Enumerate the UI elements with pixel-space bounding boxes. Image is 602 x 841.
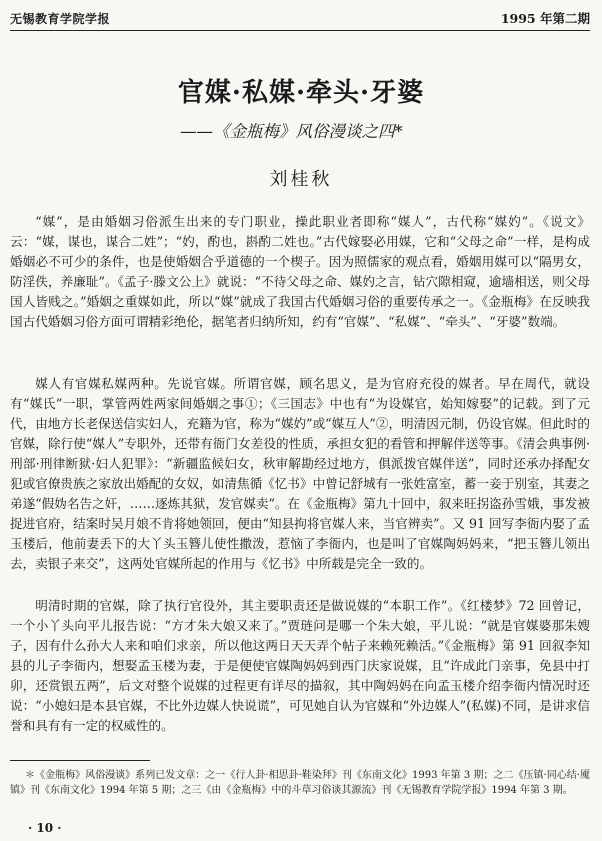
footnote-divider bbox=[10, 760, 150, 761]
article-title: 官媒·私媒·牵头·牙婆 bbox=[177, 78, 425, 108]
running-header bbox=[10, 4, 590, 31]
body-paragraph-3: 明清时期的官媒，除了执行官役外，其主要职责还是做说媒的“本职工作”。《红楼梦》72 回曾记，一个小丫头向平儿报告说：“方才朱大娘又来了。”贾琏问是哪一个朱大娘，平儿说：“就是官媒婆那朱嫂子，因有什么孙大人来和咱们求亲，所以他这两日天天弄个帖子来赖死赖活。”《金瓶梅》第 91 回叙李知县的儿子李衙内，想娶孟玉楼为妻，于是便使官媒陶妈妈到西门庆家说媒，且“许成此门亲事，免县中打卯，还赏银五两”，后文对整个说媒的过程更有详尽的描叙，其中陶妈妈在向孟玉楼介绍李衙内情况时还说：“小媳妇是本县官媒，不比外边媒人快说谎”，可见她自认为官媒和“外边媒人”(私媒)不同，是讲求信誉和具有有一定的权威性的。 bbox=[10, 598, 590, 733]
author-name: 刘桂秋 bbox=[269, 169, 333, 190]
page-number: · 10 · bbox=[28, 821, 62, 835]
journal-name: 无锡教育学院学报 bbox=[10, 12, 111, 26]
issue-label: 1995 年第二期 bbox=[500, 11, 590, 26]
body-paragraph-2: 媒人有官媒私媒两种。先说官媒。所谓官媒，顾名思义，是为官府充役的媒者。早在周代，就设有“媒氏”一职，掌管两姓两家间婚姻之事①；《三国志》中也有“为设媒官，始知嫁娶”的记载。到了元代，由地方长老保送信实妇人，充籍为官，称为“媒妁”或“媒互人”②，明清因元制，仍设官媒。但此时的官媒，除行使“媒人”专职外，还带有衙门女差役的性质，承担女犯的看管和押解伴送等事。《清会典事例·刑部·刑律断狱·妇人犯罪》：“新疆监候妇女，秋审解勘经过地方，俱派拨官媒伴送”，同时还承办择配女犯或官僚贵族之家放出婚配的女奴，如清焦循《忆书》中曾记舒城有一张姓富室，蓄一妾于别室，其妻之弟遂“假妫名告之奸，……逐炼其狱，发官媒卖”。在《金瓶梅》第九十回中，叙来旺拐盗孙雪娥，事发被捉进官府，结案时吴月娘不肯将她领回，便由“知县拘将官媒人来，当官辨卖”。又 91 回写李衙内娶了孟玉楼后，他前妻丢下的大丫头玉簪儿使性撒泼，惹恼了李衙内，也是叫了官媒陶妈妈来，“把玉簪儿领出去，卖银子来交”，这两处官媒所起的作用与《忆书》中所载是完全一致的。 bbox=[10, 376, 590, 571]
body-paragraph-1: “媒”，是由婚姻习俗派生出来的专门职业，操此职业者即称“媒人”，古代称“媒妁”。《说文》云：“媒，谋也，谋合二姓”；“妁，酌也，斟酌二姓也。”古代嫁娶必用媒，它和“父母之命”一样，是构成婚姻必不可少的条件，也是使婚姻合乎道德的一个楔子。因为照儒家的观点看，婚姻用媒可以“隔男女，防淫佚，养廉耻”。《孟子·滕文公上》就说：“不待父母之命、媒妁之言，钻穴隙相窥，逾墙相送，则父母国人皆贱之。”婚姻之重媒如此，所以“媒”就成了我国古代婚姻习俗的重要传承之一。《金瓶梅》在反映我国古代婚姻习俗方面可谓精彩绝伦，据笔者归纳所知，约有“官媒”、“私媒”、“牵头”、“牙婆”数端。 bbox=[10, 214, 590, 329]
footnote: ＊《金瓶梅》风俗漫谈》系列已发文章：之一《行人卦·相思卦·鞋染拜》刊《东南文化》1993 年第 3 期；之二《压镇·同心结·魇镇》刊《东南文化》1994 年第 5 期；之三《由《金瓶梅》中的斗草习俗谈其源流》刊《无锡教育学院学报》1994 年第 3 期。 bbox=[10, 770, 590, 796]
article-subtitle: ——《金瓶梅》风俗漫谈之四* bbox=[180, 122, 403, 141]
